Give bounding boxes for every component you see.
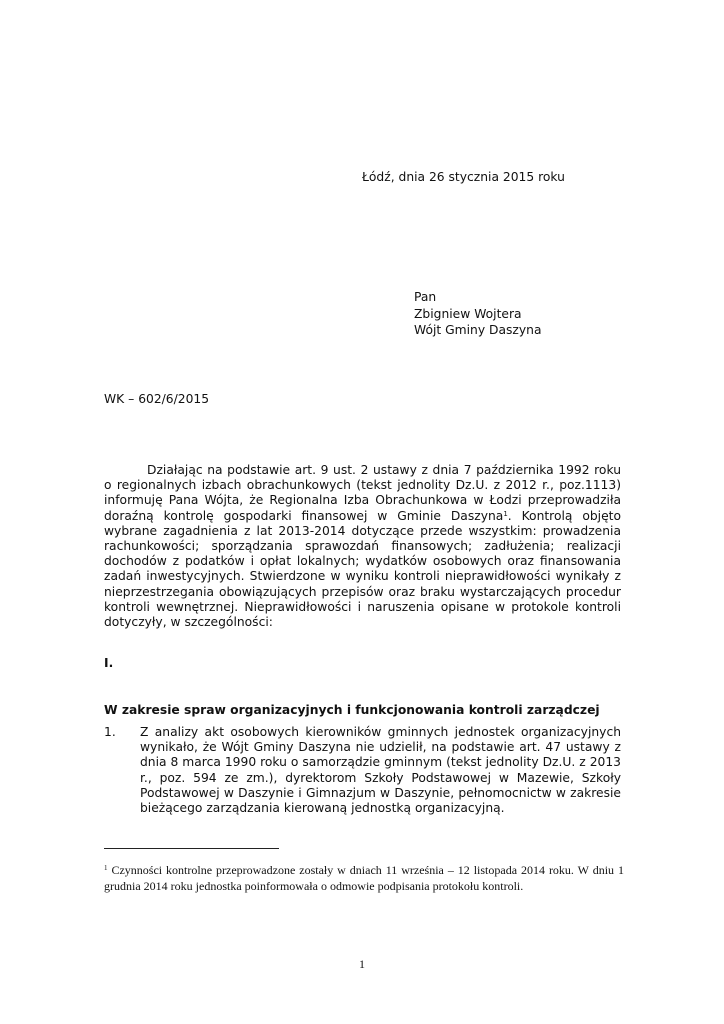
reference-number: WK – 602/6/2015 xyxy=(104,392,210,406)
intro-text-part1: Działając na podstawie art. 9 ust. 2 ustawy z dnia 7 października 1992 roku o regionalnych izbach obrachunkowych (tekst jednolity Dz.U. z 2012 r., poz.1113) informuję Pana Wójta, że Regionalna Izba Obrachunkowa w Łodzi przeprowadziła doraźną kontrolę gospodarki finansowej w Gminie Daszyna xyxy=(104,463,621,523)
footnote-divider xyxy=(104,848,279,849)
addressee-title: Wójt Gminy Daszyna xyxy=(414,323,542,338)
addressee-block xyxy=(414,289,541,339)
section-number: I. xyxy=(104,656,114,670)
intro-paragraph xyxy=(104,463,621,630)
footnote-mark: 1 xyxy=(104,864,108,872)
footnote xyxy=(104,862,624,894)
footnote-reference: 1 xyxy=(503,509,508,518)
list-item-number: 1. xyxy=(104,725,116,739)
intro-text-part2: . Kontrolą objęto wybrane zagadnienia z lat 2013-2014 dotyczące przede wszystkim: prowadzenia rachunkowości; sporządzania sprawozdań finansowych; zadłużenia; realizacji dochodów z podatków i opłat lokalnych; wydatków osobowych oraz finansowania zadań inwestycyjnych. Stwierdzone w wyniku kontroli nieprawidłowości wynikały z nieprzestrzegania obowiązujących przepisów oraz braku wystarczających procedur kontroli wewnętrznej. Nieprawidłowości i naruszenia opisane w protokole kontroli dotyczyły, w szczególności: xyxy=(104,508,622,630)
list-item-text: Z analizy akt osobowych kierowników gminnych jednostek organizacyjnych wynikało, że Wójt Gminy Daszyna nie udzielił, na podstawie art. 47 ustawy z dnia 8 marca 1990 roku o samorządzie gminnym (tekst jednolity Dz.U. z 2013 r., poz. 594 ze zm.), dyrektorom Szkoły Podstawowej w Mazewie, Szkoły Podstawowej w Daszynie i Gimnazjum w Daszynie, pełnomocnictw w zakresie bieżącego zarządzania kierowaną jednostką organizacyjną. xyxy=(140,725,621,816)
addressee-salutation: Pan xyxy=(414,290,437,304)
list-item xyxy=(104,725,621,816)
section-title: W zakresie spraw organizacyjnych i funkcjonowania kontroli zarządczej xyxy=(104,703,600,717)
place-date: Łódź, dnia 26 stycznia 2015 roku xyxy=(362,170,565,184)
addressee-name: Zbigniew Wojtera xyxy=(414,306,522,321)
footnote-text: Czynności kontrolne przeprowadzone zostały w dniach 11 września – 12 listopada 2014 roku. W dniu 1 grudnia 2014 roku jednostka poinformowała o odmowie podpisania protokołu kontroli. xyxy=(104,863,625,893)
page-number: 1 xyxy=(359,957,365,971)
